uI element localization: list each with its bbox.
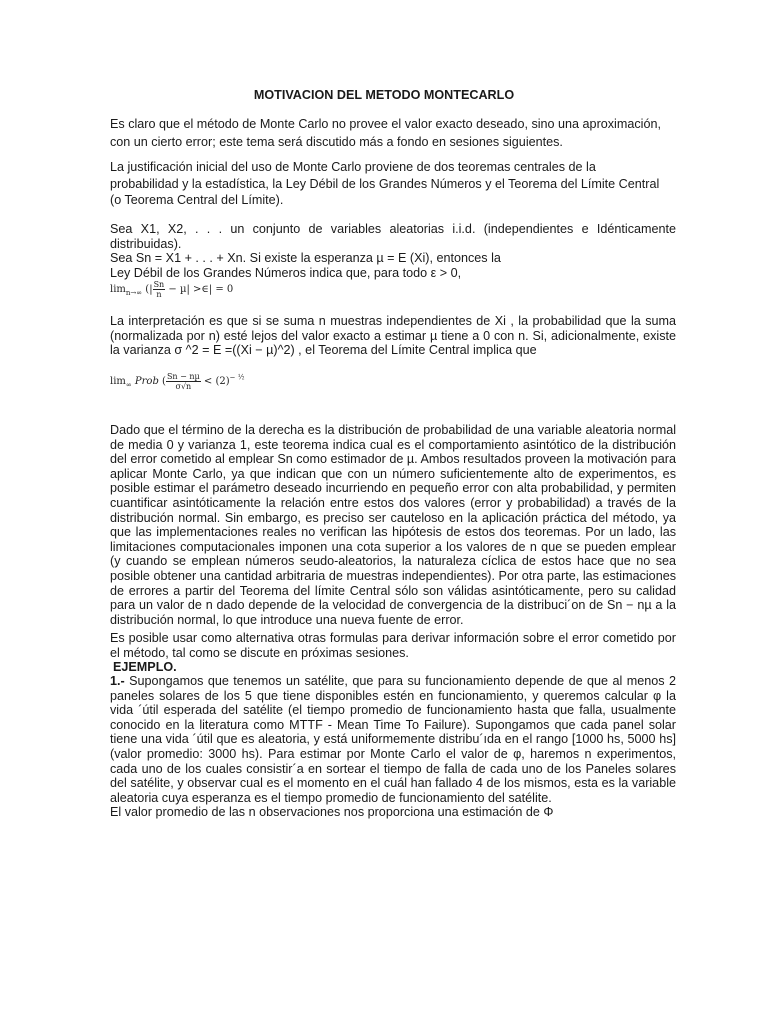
formula-prob: Prob — [134, 376, 159, 387]
text-line: con un cierto error; este tema será discutido más a fondo en sesiones siguientes. — [110, 134, 563, 149]
text-line: Sea Sn = X1 + . . . + Xn. Si existe la esperanza µ = E (Xi), entonces la — [110, 251, 501, 266]
formula-exponent: − ½ — [229, 373, 245, 382]
text-line: (o Teorema Central del Límite). — [110, 193, 284, 208]
formula-paren: (| — [145, 284, 153, 295]
paragraph-definiciones — [110, 222, 676, 280]
paragraph-alternativa: Es posible usar como alternativa otras formulas para derivar información sobre el error cometido por el método, tal como se discute en próximas sesiones. — [110, 631, 676, 660]
example-text: Supongamos que tenemos un satélite, que para su funcionamiento depende de que al menos 2 paneles solares de los 5 que tiene disponibles estén en funcionamiento, y queremos calcular φ la vida ´útil esperada del satélite (el tiempo promedio de funcionamiento hasta que falla, usualmente conocido en la literatura como MTTF - Mean Time To Failure). Supongamos que cada panel solar tiene una vida ´útil que es aleatoria, y está uniformemente distribu´ıda en el rango [1000 hs, 5000 hs] (valor promedio: 3000 hs). Para estimar por Monte Carlo el valor de φ, haremos n experimentos, cada uno de los cuales consistir´a en sortear el tiempo de falla de cada uno de los Paneles solares del satélite, y observar cual es el momento en el cuál han fallado 4 de los mismos, esta es la variable aleatoria cuya esperanza es el tiempo promedio de funcionamiento del satélite. — [110, 674, 676, 805]
formula-subscript: n→∞ — [125, 289, 143, 297]
section-heading-ejemplo: EJEMPLO. — [113, 660, 177, 674]
formula-subscript: ∞ — [125, 381, 132, 389]
formula-ley-debil — [110, 280, 233, 299]
text-line: Ley Débil de los Grandes Números indica que, para todo ε > 0, — [110, 265, 462, 280]
example-number: 1.- — [110, 674, 125, 688]
formula-text: < (2) — [203, 376, 230, 387]
text-line: Sea X1, X2, . . . un conjunto de variables aleatorias i.i.d. (independientes e Idénticamente distribuidas). — [110, 222, 676, 251]
formula-text: − µ| >∈| — [168, 284, 213, 295]
text-line: El valor promedio de las n observaciones nos proporciona una estimación de Φ — [110, 805, 554, 820]
formula-lim: lim — [110, 284, 126, 295]
fraction-numerator: Sn — [153, 280, 165, 289]
paragraph-justificacion — [110, 160, 676, 208]
formula-paren: ( — [162, 376, 166, 387]
paragraph-discusion: Dado que el término de la derecha es la distribución de probabilidad de una variable aleatoria normal de media 0 y varianza 1, este teorema indica cual es el comportamiento asintótico de la distribución del error cometido al emplear Sn como estimador de µ. Ambos resultados proveen la motivación para aplicar Monte Carlo, ya que indican que con un número suficientemente alto de experimentos, es posible estimar el parámetro deseado incurriendo en pequeño error con alta probabilidad, y permiten cuantificar asintóticamente la relación entre estos dos valores (error y probabilidad) a través de la distribución normal. Sin embargo, es preciso ser cauteloso en la aplicación práctica del método, ya que las implementaciones reales no verifican las hipótesis de estos dos teoremas. Por un lado, las limitaciones computacionales imponen una cota superior a los valores de n que se pueden emplear (y cuando se emplean números seudo-aleatorios, la naturaleza cíclica de estos hace que no sea posible obtener una cantidad arbitraria de muestras independientes). Por otra parte, las estimaciones de errores a partir del Teorema del límite Central sólo son válidas asintóticamente, pero su calidad para un valor de n dado depende de la velocidad de convergencia de la distribuci´on de Sn − nµ a la distribución normal, lo que introduce una nueva fuente de error. — [110, 423, 676, 627]
paragraph-intro — [110, 117, 676, 149]
formula-equals: = 0 — [215, 284, 234, 295]
formula-lim: lim — [110, 376, 126, 387]
formula-limite-central — [110, 372, 245, 391]
formula-fraction — [153, 280, 166, 299]
text-line: Es claro que el método de Monte Carlo no provee el valor exacto deseado, sino una aproximación, — [110, 117, 661, 131]
text-line: La justificación inicial del uso de Monte Carlo proviene de dos teoremas centrales de la — [110, 160, 596, 174]
paragraph-ejemplo — [110, 674, 676, 820]
formula-fraction — [166, 372, 201, 391]
paragraph-interpretacion: La interpretación es que si se suma n muestras independientes de Xi , la probabilidad que la suma (normalizada por n) esté lejos del valor exacto a estimar µ tiene a 0 con n. Si, adicionalmente, existe la varianza σ ^2 = E =((Xi − µ)^2) , el Teorema del Límite Central implica que — [110, 314, 676, 358]
text-line: probabilidad y la estadística, la Ley Débil de los Grandes Números y el Teorema del Límite Central — [110, 176, 660, 191]
fraction-denominator: n — [156, 290, 162, 299]
page-title: MOTIVACION DEL METODO MONTECARLO — [253, 88, 515, 102]
fraction-denominator: σ√n — [175, 382, 192, 391]
fraction-numerator: Sn − nµ — [166, 372, 200, 381]
